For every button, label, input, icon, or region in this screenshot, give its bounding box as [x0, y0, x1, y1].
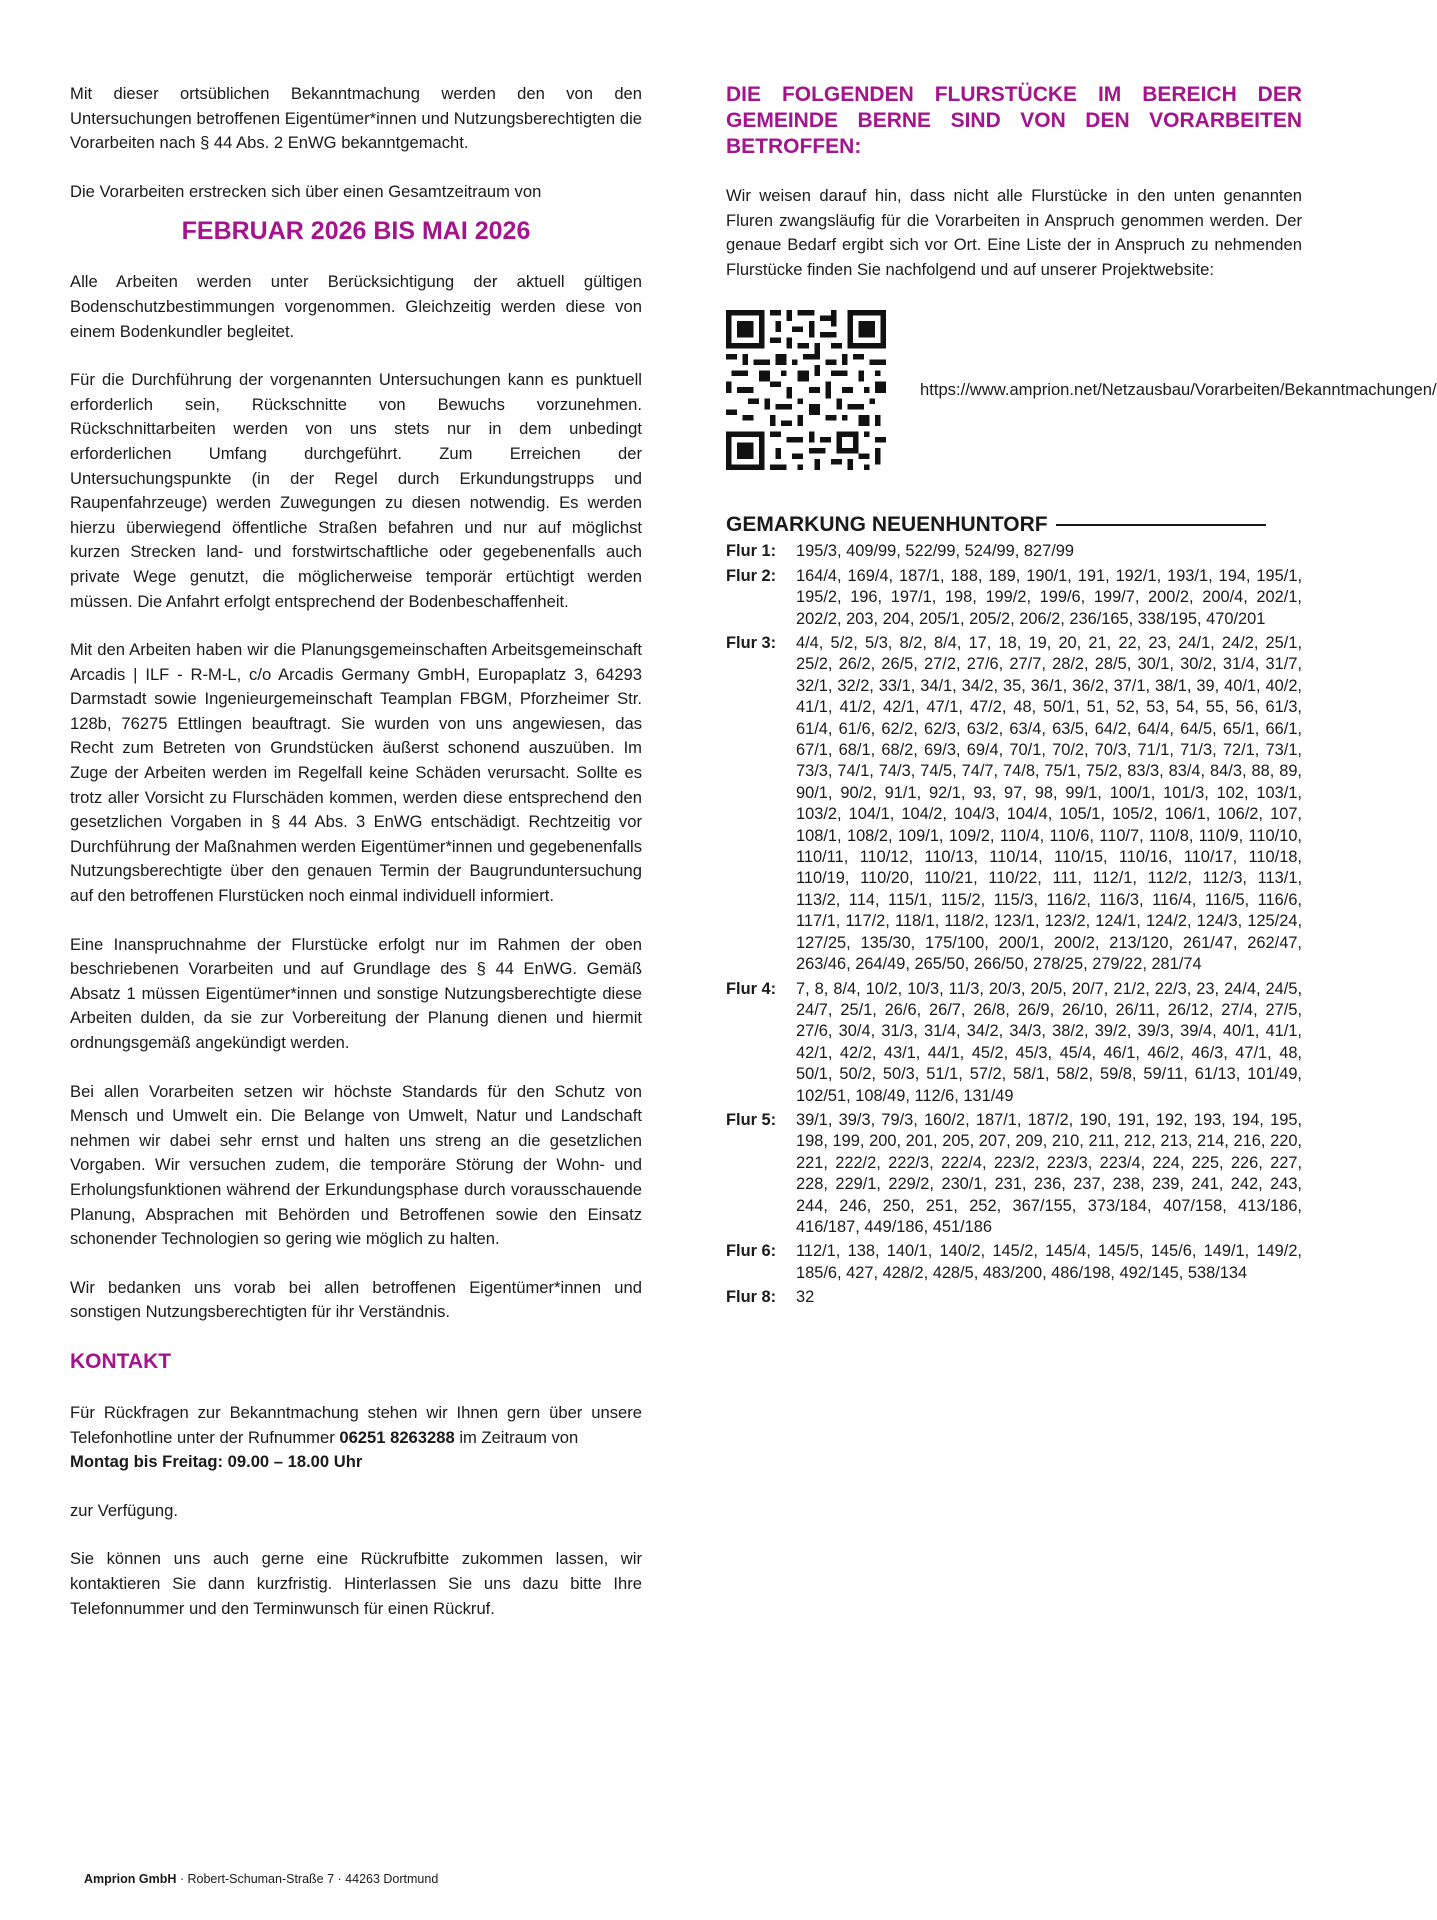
flur-parcels: 195/3, 409/99, 522/99, 524/99, 827/99 — [796, 542, 1074, 561]
flur-parcels: 7, 8, 8/4, 10/2, 10/3, 11/3, 20/3, 20/5, 20/7, 21/2, 22/3, 23, 24/4, 24/5, 24/7, 25/1, 26/6, 26/7, 26/8, 26/9, 26/10, 26/11, 26/12, 27/4, 27/5, 27/6, 30/4, 31/3, 31/4, 34/2, 34/3, 38/2, 39/2, 39/3, 39/4, 40/1, 41/1, 42/1, 42/2, 43/1, 44/1, 45/2, 45/3, 45/4, 46/1, 46/2, 46/3, 47/1, 48, 50/1, 50/2, 50/3, 51/1, 57/2, 58/1, 58/2, 59/8, 59/11, 61/13, 101/49, 102/51, 108/49, 112/6, 131/49 — [796, 979, 1302, 1105]
flur-label: Flur 5: — [726, 1110, 777, 1129]
flur-parcels: 164/4, 169/4, 187/1, 188, 189, 190/1, 191, 192/1, 193/1, 194, 195/1, 195/2, 196, 197/1, 198, 199/2, 199/6, 199/7, 200/2, 200/4, 202/1, 202/2, 203, 204, 205/1, 205/2, 206/2, 236/165, 338/195, 470/201 — [796, 566, 1302, 628]
flur-row — [726, 633, 1302, 976]
callback-paragraph: Sie können uns auch gerne eine Rückrufbitte zukommen lassen, wir kontaktieren Sie dann kurzfristig. Hinterlassen Sie uns dazu bitte Ihre Telefonnummer und den Terminwunsch für einen Rückruf. — [70, 1549, 642, 1618]
parcels-intro: Wir weisen darauf hin, dass nicht alle Flurstücke in den unten genannten Fluren zwangsläufig für die Vorarbeiten in Anspruch genommen werden. Der genaue Bedarf ergibt sich vor Ort. Eine Liste der in Anspruch zu nehmenden Flurstücke finden Sie nachfolgend und auf unserer Projektwebsite: — [726, 186, 1302, 279]
hotline-text-pre: Für Rückfragen zur Bekanntmachung stehen wir Ihnen gern über unsere Telefonhotline unter der Rufnummer — [70, 1402, 642, 1447]
project-website-link[interactable]: https://www.amprion.net/Netzausbau/Vorarbeiten/Bekanntmachungen/ — [920, 380, 1437, 400]
flur-parcels: 4/4, 5/2, 5/3, 8/2, 8/4, 17, 18, 19, 20, 21, 22, 23, 24/1, 24/2, 25/1, 25/2, 26/2, 26/5, 27/2, 27/6, 27/7, 28/2, 28/5, 30/1, 30/2, 31/4, 31/7, 32/1, 32/2, 33/1, 34/1, 34/2, 35, 36/1, 36/2, 37/1, 38/1, 39, 40/1, 40/2, 41/1, 41/2, 42/1, 47/1, 47/2, 48, 50/1, 51, 52, 53, 54, 55, 56, 61/3, 61/4, 61/6, 62/2, 62/3, 63/2, 63/4, 63/5, 64/2, 64/4, 64/5, 65/1, 66/1, 67/1, 68/1, 68/2, 69/3, 69/4, 70/1, 70/2, 70/3, 71/1, 71/3, 72/1, 73/1, 73/3, 74/1, 74/3, 74/5, 74/7, 74/8, 75/1, 75/2, 83/3, 83/4, 84/3, 88, 89, 90/1, 90/2, 91/1, 92/1, 93, 97, 98, 99/1, 100/1, 101/3, 102, 103/1, 103/2, 104/1, 104/2, 104/3, 104/4, 105/1, 105/2, 106/1, 106/2, 107, 108/1, 108/2, 109/1, 109/2, 110/4, 110/6, 110/7, 110/8, 110/9, 110/10, 110/11, 110/12, 110/13, 110/14, 110/15, 110/16, 110/17, 110/18, 110/19, 110/20, 110/21, 110/22, 111, 112/1, 112/2, 112/3, 113/1, 113/2, 114, 115/1, 115/2, 115/3, 116/2, 116/3, 116/4, 116/5, 116/6, 117/1, 117/2, 118/1, 118/2, 123/1, 123/2, 124/1, 124/2, 124/3, 125/24, 127/25, 135/30, 175/100, 200/1, 200/2, 213/120, 261/47, 262/47, 263/46, 264/49, 265/50, 266/50, 278/25, 279/22, 281/74 — [796, 634, 1302, 974]
contractors-paragraph: Mit den Arbeiten haben wir die Planungsgemeinschaften Arbeitsgemeinschaft Arcadis | ILF - R-M-L, c/o Arcadis Germany GmbH, Europaplatz 3, 64293 Darmstadt sowie Ingenieurgemeinschaft Teamplan FBGM, Pforzheimer Str. 128b, 76275 Ettlingen beauftragt. Sie wurden von uns angewiesen, das Recht zum Betreten von Grundstücken äußerst schonend auszuüben. Im Zuge der Arbeiten werden im Regelfall keine Schäden verursacht. Sollte es trotz aller Vorsicht zu Flurschäden kommen, werden diese entsprechend den gesetzlichen Vorgaben in § 44 Abs. 3 EnWG entschädigt. Rechtzeitig vor Durchführung der Maßnahmen werden Eigentümer*innen und gegebenenfalls Nutzungsberechtigte über den genauen Termin der Baugrunduntersuchung auf den betroffenen Flurstücken noch einmal individuell informiert. — [70, 640, 642, 906]
availability-text: zur Verfügung. — [70, 1500, 178, 1520]
flur-row — [726, 1110, 1302, 1238]
flur-label: Flur 6: — [726, 1242, 777, 1261]
parcels-heading: DIE FOLGENDEN FLURSTÜCKE IM BEREICH DER GEMEINDE BERNE SIND VON DEN VORARBEITEN BETROFFEN: — [726, 83, 1302, 158]
flur-label: Flur 2: — [726, 566, 777, 585]
left-column — [70, 82, 642, 1645]
thanks-paragraph: Wir bedanken uns vorab bei allen betroffenen Eigentümer*innen und sonstigen Nutzungsberechtigten für ihr Verständnis. — [70, 1277, 642, 1322]
flur-parcels: 112/1, 138, 140/1, 140/2, 145/2, 145/4, 145/5, 145/6, 149/1, 149/2, 185/6, 427, 428/2, 428/5, 483/200, 486/198, 492/145, 538/134 — [796, 1242, 1302, 1282]
qr-code-icon[interactable] — [726, 310, 886, 470]
qr-section — [726, 310, 1437, 470]
hotline-text-post: im Zeitraum von — [454, 1427, 579, 1447]
flur-row — [726, 1241, 1302, 1284]
flur-row — [726, 541, 1302, 562]
heading-rule — [1056, 524, 1266, 526]
flur-row — [726, 979, 1302, 1107]
flur-label: Flur 8: — [726, 1288, 777, 1307]
hotline-phone-number[interactable]: 06251 8263288 — [339, 1427, 455, 1447]
gemarkung-heading — [726, 512, 1302, 538]
flur-parcels: 39/1, 39/3, 79/3, 160/2, 187/1, 187/2, 190, 191, 192, 193, 194, 195, 198, 199, 200, 201, 205, 207, 209, 210, 211, 212, 213, 214, 216, 220, 221, 222/2, 222/3, 222/4, 223/2, 223/3, 223/4, 224, 225, 226, 227, 228, 229/1, 229/2, 230/1, 231, 236, 237, 238, 239, 241, 242, 243, 244, 246, 250, 251, 252, 367/155, 373/184, 407/158, 413/186, 416/187, 449/186, 451/186 — [796, 1110, 1302, 1236]
date-range-heading: FEBRUAR 2026 BIS MAI 2026 — [181, 217, 531, 246]
intro-paragraph: Mit dieser ortsüblichen Bekanntmachung werden den von den Untersuchungen betroffenen Eigentümer*innen und Nutzungsberechtigten die Vorarbeiten nach § 44 Abs. 2 EnWG bekanntgemacht. — [70, 84, 642, 153]
flur-row — [726, 566, 1302, 630]
soil-protection-paragraph: Alle Arbeiten werden unter Berücksichtigung der aktuell gültigen Bodenschutzbestimmungen vorgenommen. Gleichzeitig werden diese von einem Bodenkundler begleitet. — [70, 272, 642, 341]
office-hours: Montag bis Freitag: 09.00 – 18.00 Uhr — [70, 1452, 363, 1472]
flur-row — [726, 1287, 1302, 1308]
flur-label: Flur 3: — [726, 634, 777, 652]
flur-parcels: 32 — [796, 1288, 815, 1307]
footer-company: Amprion GmbH — [84, 1872, 177, 1886]
gemarkung-name: GEMARKUNG NEUENHUNTORF — [726, 513, 1048, 537]
hotline-paragraph — [70, 1401, 642, 1450]
right-column — [726, 82, 1437, 1309]
footer — [84, 1872, 438, 1886]
flur-list — [726, 541, 1302, 1308]
footer-address: · Robert-Schuman-Straße 7 · 44263 Dortmund — [176, 1872, 439, 1886]
flur-label: Flur 4: — [726, 979, 777, 998]
period-paragraph: Die Vorarbeiten erstrecken sich über einen Gesamtzeitraum von — [70, 181, 542, 201]
flur-label: Flur 1: — [726, 542, 777, 561]
kontakt-heading: KONTAKT — [70, 1349, 172, 1373]
pruning-paragraph: Für die Durchführung der vorgenannten Untersuchungen kann es punktuell erforderlich sein, Rückschnitte von Bewuchs vorzunehmen. Rückschnittarbeiten werden von uns stets nur in dem unbedingt erforderlichen Umfang durchgeführt. Zum Erreichen der Untersuchungspunkte (in der Regel durch Erkundungstrupps und Raupenfahrzeuge) werden Zuwegungen zu diesen notwendig. Es werden hierzu überwiegend öffentliche Straßen befahren und nur auf möglichst kurzen Strecken land- und forstwirtschaftliche oder gegebenenfalls auch private Wege genutzt, die möglicherweise temporär ertüchtigt werden müssen. Die Anfahrt erfolgt entsprechend der Bodenbeschaffenheit. — [70, 370, 642, 611]
legal-basis-paragraph: Eine Inanspruchnahme der Flurstücke erfolgt nur im Rahmen der oben beschriebenen Vorarbeiten und auf Grundlage des § 44 EnWG. Gemäß Absatz 1 müssen Eigentümer*innen und sonstige Nutzungsberechtigte diese Arbeiten dulden, da sie zur Vorbereitung der Planung dienen und hiermit ordnungsgemäß angekündigt werden. — [70, 934, 642, 1052]
environment-paragraph: Bei allen Vorarbeiten setzen wir höchste Standards für den Schutz von Mensch und Umwelt ein. Die Belange von Umwelt, Natur und Landschaft nehmen wir dabei sehr ernst und halten uns streng an die gesetzlichen Vorgaben. Wir versuchen zudem, die temporäre Störung der Wohn- und Erholungsfunktionen während der Erkundungsphase durch vorausschauende Planung, Absprachen mit Behörden und Betroffenen sowie den Einsatz schonender Technologien so gering wie möglich zu halten. — [70, 1081, 642, 1249]
